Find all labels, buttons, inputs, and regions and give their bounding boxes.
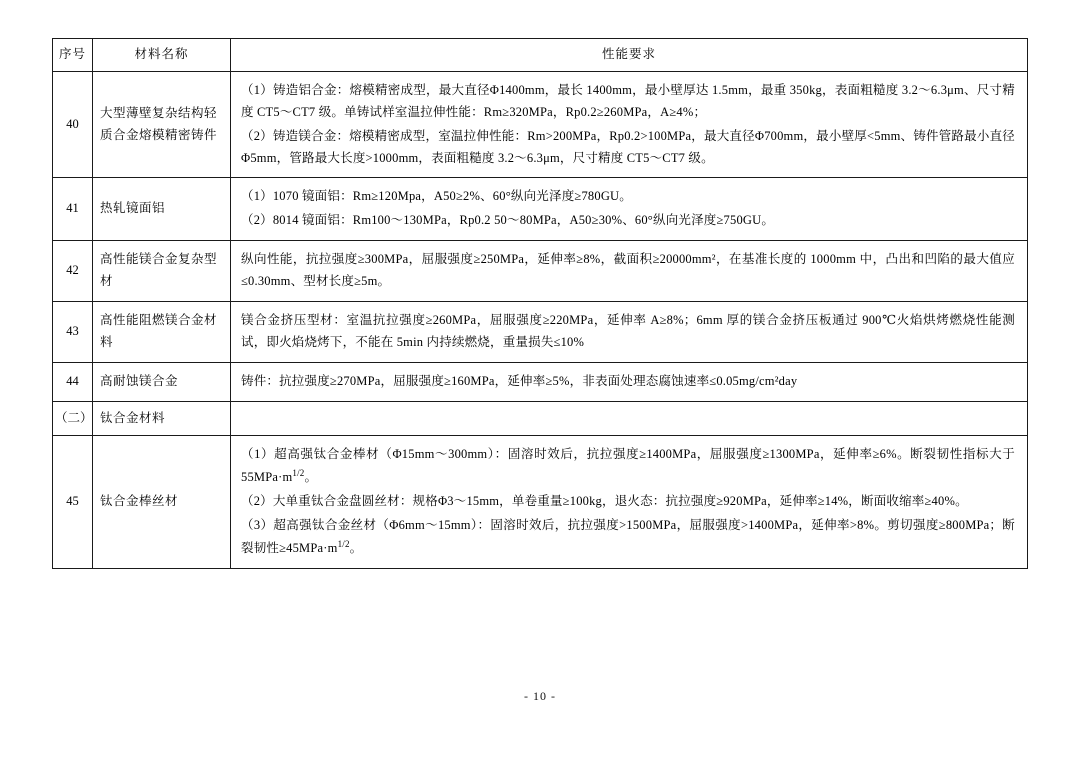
requirement-paragraph: （2）大单重钛合金盘圆丝材：规格Φ3～15mm，单卷重量≥100kg，退火态：抗拉强度≥920MPa，延伸率≥14%，断面收缩率≥40%。 (241, 494, 968, 509)
table-row (53, 241, 1028, 302)
page-footer: - 10 - (524, 689, 556, 703)
table-row (53, 71, 1028, 178)
requirement-paragraph: （1）铸造铝合金：熔模精密成型，最大直径Φ1400mm，最长 1400mm，最小壁厚达 1.5mm，最重 350kg，表面粗糙度 3.2～6.3μm、尺寸精度 CT5～CT7 级。单铸试样室温拉伸性能：Rm≥320MPa，Rp0.2≥260MPa，A≥4%； (241, 82, 1015, 119)
requirement-paragraph: 镁合金挤压型材：室温抗拉强度≥260MPa，屈服强度≥220MPa，延伸率 A≥8%；6mm 厚的镁合金挤压板通过 900℃火焰烘烤燃烧性能测试，即火焰烧烤下，不能在 5min 内持续燃烧，重量损失≤10% (241, 312, 1015, 349)
material-name: 钛合金棒丝材 (93, 436, 231, 569)
material-name: 高性能阻燃镁合金材料 (93, 301, 231, 362)
table-header (53, 39, 1028, 72)
performance-requirement (231, 436, 1028, 569)
requirement-paragraph: （1）1070 镜面铝：Rm≥120Mpa，A50≥2%、60°纵向光泽度≥780GU。 (241, 189, 632, 204)
table-section-row (53, 401, 1028, 436)
table-row (53, 301, 1028, 362)
requirement-paragraph: （2）铸造镁合金：熔模精密成型，室温拉伸性能：Rm>200MPa，Rp0.2>100MPa，最大直径Φ700mm，最小壁厚<5mm、铸件管路最小直径Φ5mm，管路最大长度>1000mm，表面粗糙度 3.2～6.3μm，尺寸精度 CT5～CT7 级。 (241, 128, 1015, 165)
performance-requirement (231, 301, 1028, 362)
materials-spec-table (52, 38, 1028, 569)
performance-requirement (231, 71, 1028, 178)
material-name: 钛合金材料 (93, 401, 231, 436)
column-header-num: 序号 (53, 39, 93, 72)
requirement-paragraph: 纵向性能，抗拉强度≥300MPa，屈服强度≥250MPa，延伸率≥8%，截面积≥20000mm²，在基准长度的 1000mm 中，凸出和凹陷的最大值应≤0.30mm、型材长度≥5m。 (241, 252, 1015, 288)
column-header-requirement: 性能要求 (231, 39, 1028, 72)
material-name: 热轧镜面铝 (93, 178, 231, 241)
requirement-paragraph: （2）8014 镜面铝：Rm100～130MPa，Rp0.2 50～80MPa，A50≥30%、60°纵向光泽度≥750GU。 (241, 213, 775, 228)
requirement-paragraph: 铸件：抗拉强度≥270MPa，屈服强度≥160MPa，延伸率≥5%，非表面处理态腐蚀速率≤0.05mg/cm²day (241, 373, 798, 388)
performance-requirement (231, 178, 1028, 241)
row-number: 41 (53, 178, 93, 241)
row-number: 44 (53, 362, 93, 401)
performance-requirement (231, 362, 1028, 401)
performance-requirement (231, 401, 1028, 436)
performance-requirement (231, 241, 1028, 302)
table-row (53, 178, 1028, 241)
row-number: 42 (53, 241, 93, 302)
row-number: 40 (53, 71, 93, 178)
table-row (53, 436, 1028, 569)
requirement-paragraph: （3）超高强钛合金丝材（Φ6mm～15mm）：固溶时效后，抗拉强度>1500MPa，屈服强度>1400MPa，延伸率>8%。剪切强度≥800MPa；断裂韧性$\ge 45MPa\cdot m^{1/2}$。 (241, 518, 1015, 556)
table-body (53, 71, 1028, 568)
row-number: （二） (53, 401, 93, 436)
table-header-row (53, 39, 1028, 72)
row-number: 45 (53, 436, 93, 569)
material-name: 高性能镁合金复杂型材 (93, 241, 231, 302)
column-header-name: 材料名称 (93, 39, 231, 72)
material-name: 高耐蚀镁合金 (93, 362, 231, 401)
row-number: 43 (53, 301, 93, 362)
material-name: 大型薄壁复杂结构轻质合金熔模精密铸件 (93, 71, 231, 178)
table-row (53, 362, 1028, 401)
requirement-paragraph: （1）超高强钛合金棒材（Φ15mm～300mm）：固溶时效后，抗拉强度≥1400MPa，屈服强度≥1300MPa，延伸率≥6%。断裂韧性指标大于 $55MPa\cdot m^{1/2}$。 (241, 447, 1015, 485)
